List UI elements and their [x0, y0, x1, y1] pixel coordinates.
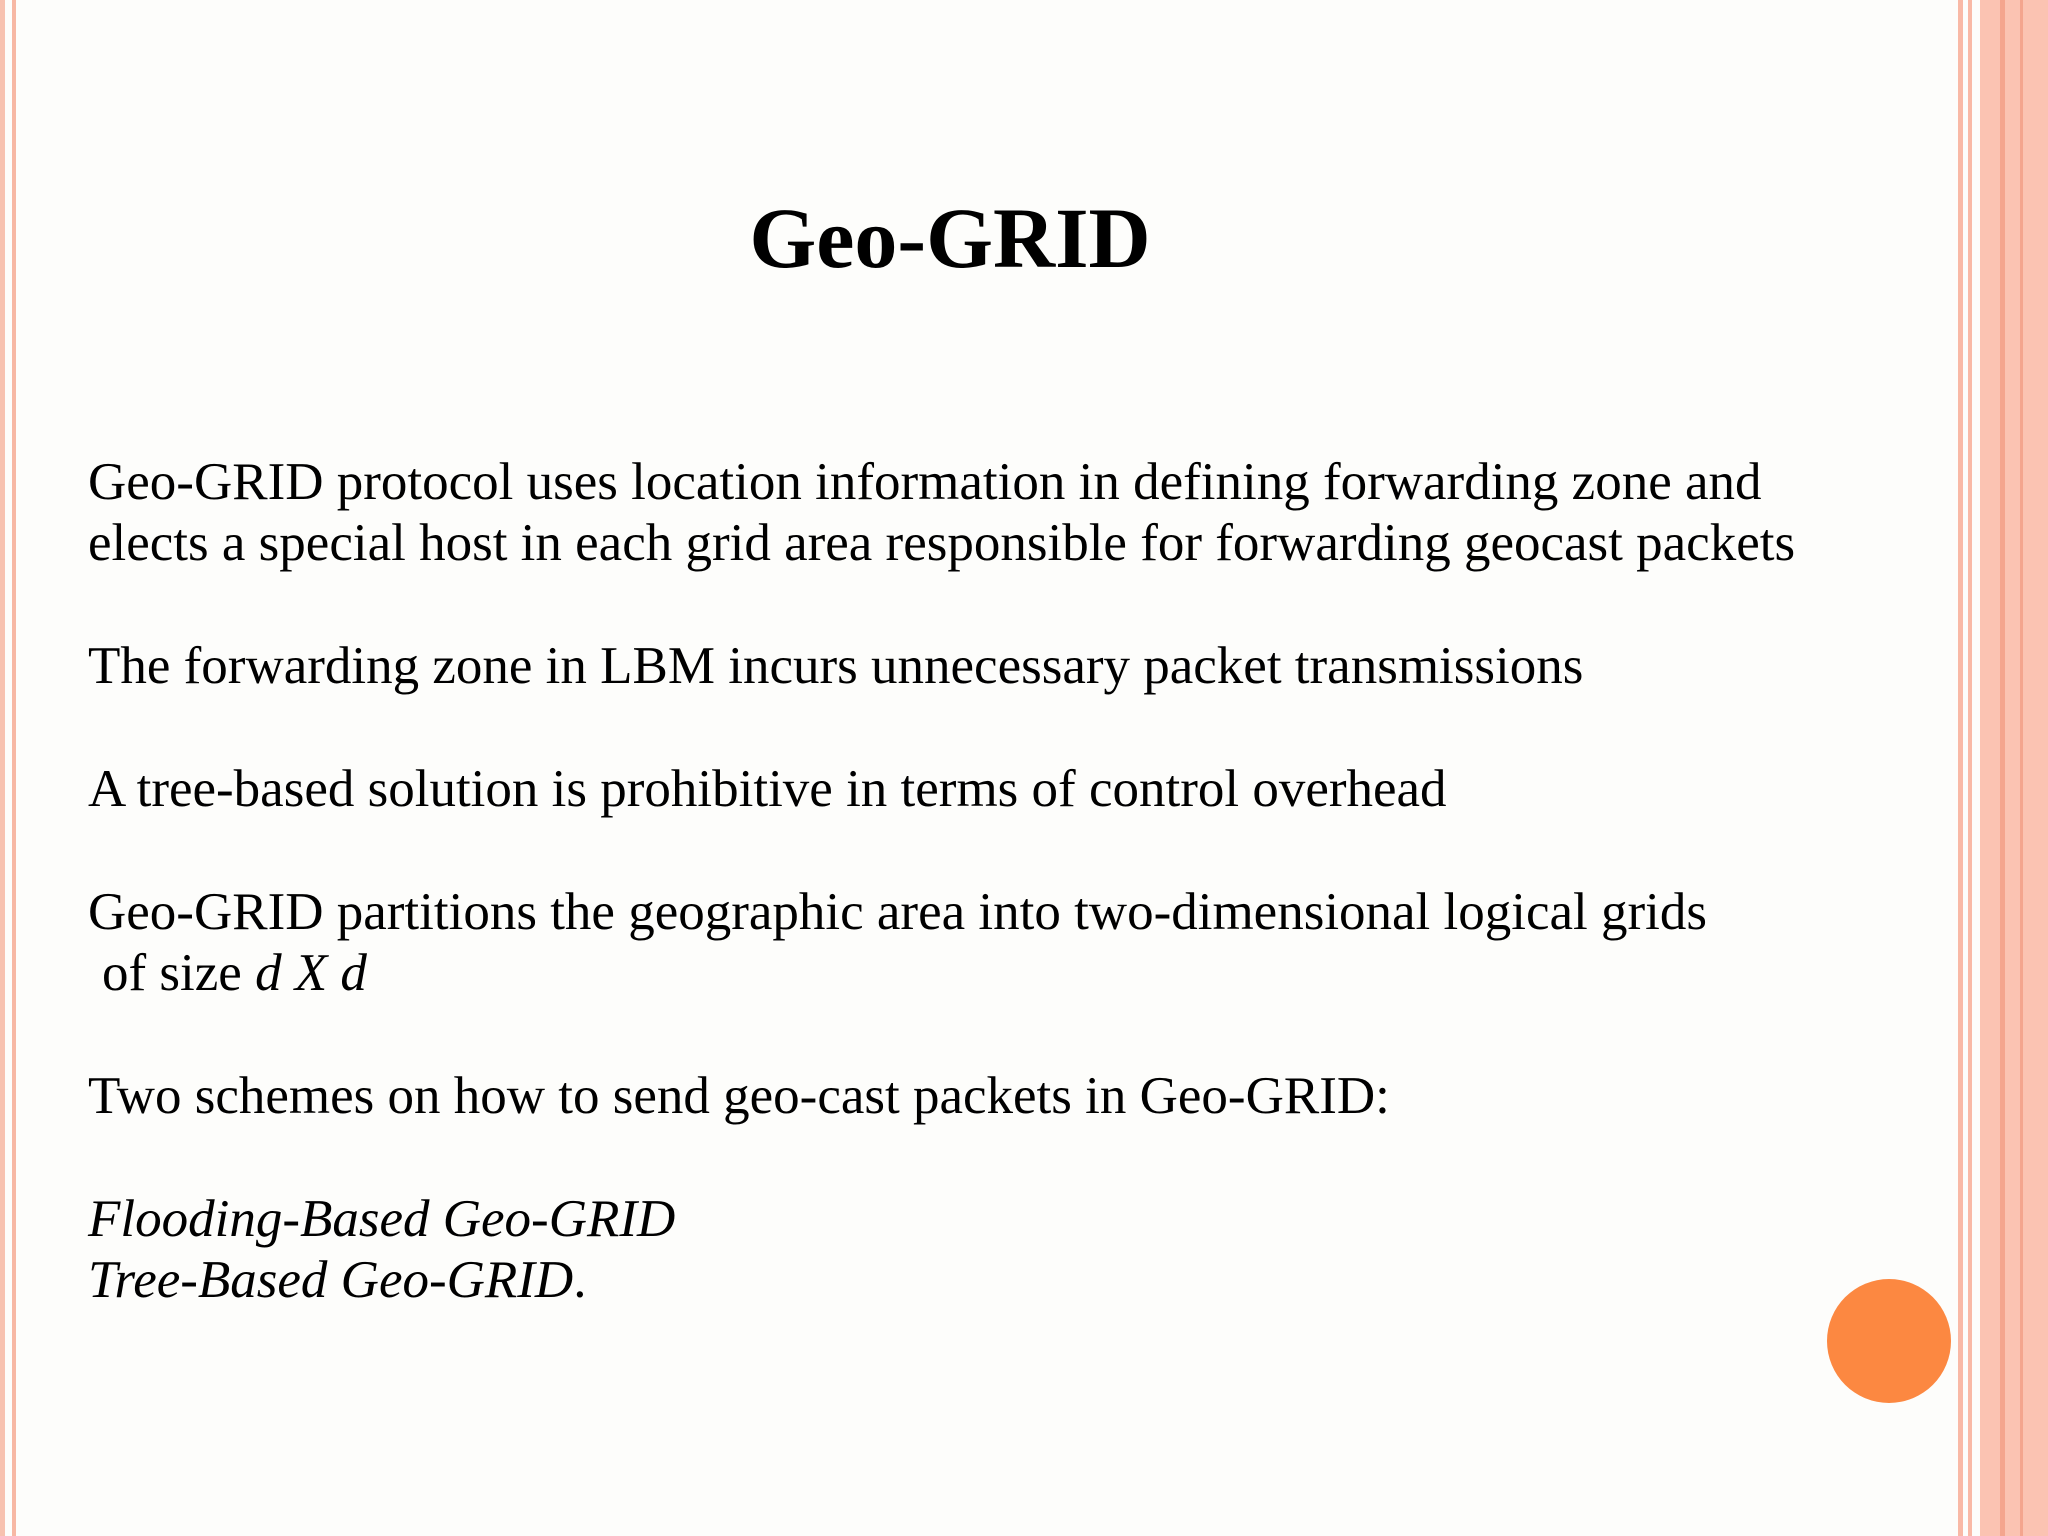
paragraph-line: A tree-based solution is prohibitive in terms of control overhead	[88, 760, 1447, 818]
paragraph-2	[88, 636, 1948, 697]
paragraph-line: The forwarding zone in LBM incurs unnecessary packet transmissions	[88, 637, 1584, 695]
right-border-band	[1980, 0, 2048, 1536]
slide-body	[88, 452, 1948, 1373]
scheme-item	[88, 1250, 1948, 1311]
right-border-line	[2020, 0, 2023, 1536]
paragraph-1	[88, 452, 1948, 574]
scheme-item: Flooding-Based Geo-GRID	[88, 1190, 676, 1248]
slide-title	[0, 188, 1900, 288]
paragraph-line	[88, 943, 1948, 1004]
paragraph-4	[88, 882, 1948, 1004]
paragraph-3	[88, 759, 1948, 820]
schemes-list	[88, 1189, 1948, 1311]
right-border-line	[1958, 0, 1963, 1536]
paragraph-5	[88, 1066, 1948, 1127]
paragraph-line: elects a special host in each grid area responsible for forwarding geocast packets	[88, 514, 1796, 572]
size-formula: d X d	[255, 944, 367, 1002]
paragraph-line: Geo-GRID partitions the geographic area into two-dimensional logical grids	[88, 883, 1708, 941]
orange-circle-decoration	[1827, 1279, 1951, 1403]
slide-title-text: Geo-GRID	[749, 190, 1151, 286]
scheme-suffix: .	[573, 1251, 587, 1309]
size-prefix: of size	[102, 944, 256, 1002]
scheme-name: Tree-Based Geo-GRID	[88, 1251, 574, 1309]
paragraph-line: Two schemes on how to send geo-cast packets in Geo-GRID:	[88, 1067, 1390, 1125]
right-border-line	[1968, 0, 1972, 1536]
right-border-line	[2000, 0, 2005, 1536]
paragraph-line: Geo-GRID protocol uses location information in defining forwarding zone and	[88, 453, 1762, 511]
